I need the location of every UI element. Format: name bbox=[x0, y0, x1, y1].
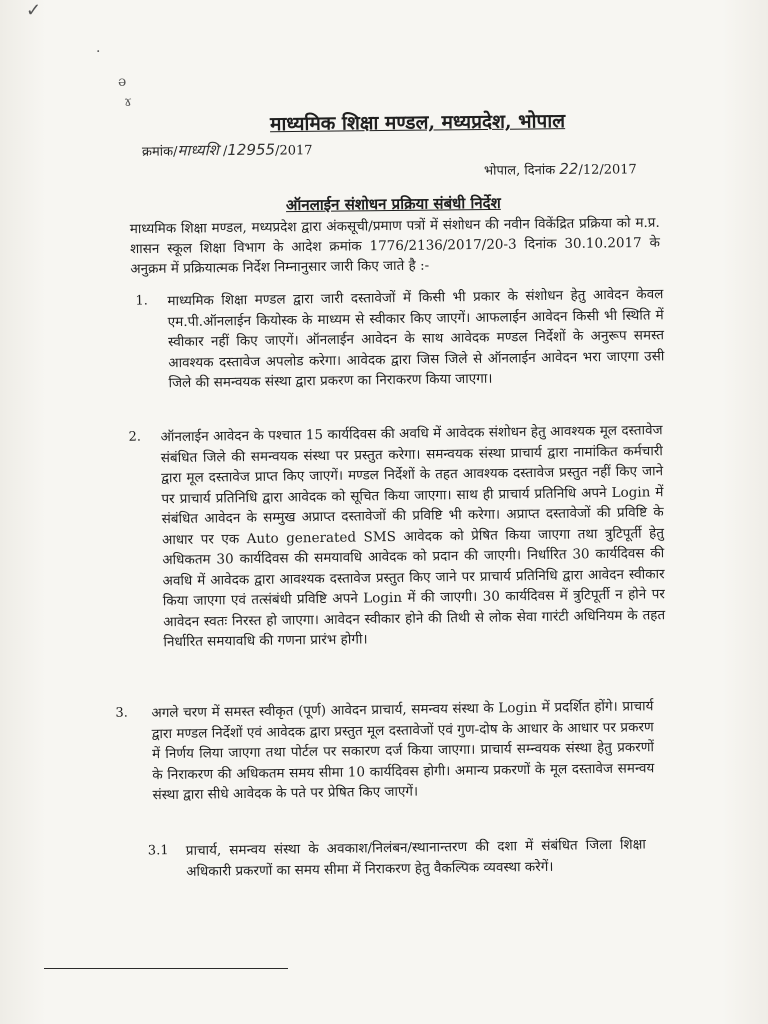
item-number: 2. bbox=[128, 429, 142, 445]
list-item bbox=[124, 420, 665, 653]
margin-scribble: · bbox=[96, 44, 101, 60]
document-date bbox=[484, 159, 637, 178]
reference-prefix: क्रमांक/ bbox=[141, 144, 178, 160]
staple-mark: ✓ bbox=[26, 0, 42, 21]
list-item bbox=[146, 835, 647, 883]
reference-year: /2017 bbox=[274, 143, 313, 159]
date-prefix: भोपाल, दिनांक bbox=[483, 163, 556, 179]
margin-scribble: ɤ bbox=[124, 94, 132, 110]
reference-handwritten-code: माध्यशि bbox=[177, 141, 219, 160]
margin-scribble: ə bbox=[118, 74, 127, 90]
item-number: 1. bbox=[135, 293, 148, 309]
document-heading: माध्यमिक शिक्षा मण्डल, मध्यप्रदेश, भोपाल bbox=[269, 110, 566, 136]
item-text: ऑनलाईन आवेदन के पश्चात 15 कार्यदिवस की अवधि में आवेदक संशोधन हेतु आवश्यक मूल दस्तावेज संबंधित जिले की समन्वयक संस्था पर प्रस्तुत करेगा। समन्वयक संस्था प्राचार्य द्वारा नामांकित कर्मचारी द्वारा मूल दस्तावेज प्राप्त किए जाएगें। मण्डल निर्देशों के तहत आवश्यक दस्तावेज प्रस्तुत नहीं किए जाने पर प्राचार्य प्रतिनिधि द्वारा आवेदक को सूचित किया जाएगा। साथ ही प्राचार्य प्रतिनिधि अपने Login में संबंधित आवेदन के सम्मुख अप्राप्त दस्तावेजों की प्रविष्टि भी करेगा। अप्राप्त दस्तावेजों की प्रविष्टि के आधार पर एक Auto generated SMS आवेदक को प्रेषित किया जाएगा तथा त्रुटिपूर्ती हेतु अधिकतम 30 कार्यदिवस की समयावधि आवेदक को प्रदान की जाएगी। निर्धारित 30 कार्यदिवस की अवधि में आवेदक द्वारा आवश्यक दस्तावेज प्रस्तुत किए जाने पर प्राचार्य प्रतिनिधि द्वारा आवेदन स्वीकार किया जाएगा एवं तत्संबंधी प्रविष्टि अपने Login में की जाएगी। 30 कार्यदिवस में त्रुटिपूर्ती न होने पर आवेदन स्वतः निरस्त हो जाएगा। आवेदन स्वीकार होने की तिथी से लोक सेवा गारंटी अधिनियम के तहत निर्धारित समयावधि की गणना प्रारंभ होगी। bbox=[160, 422, 666, 651]
subject-line: ऑनलाईन संशोधन प्रक्रिया संबंधी निर्देश bbox=[285, 193, 501, 215]
intro-paragraph: माध्यमिक शिक्षा मण्डल, मध्यप्रदेश द्वारा अंकसूची/प्रमाण पत्रों में संशोधन की नवीन विकेंद्रित प्रक्रिया को म.प्र. शासन स्कूल शिक्षा विभाग के आदेश क्रमांक 1776/2136/2017/20-3 दिनांक 30.10.2017 के अनुक्रम में प्रक्रियात्मक निर्देश निम्नानुसार जारी किए जाते है :- bbox=[129, 214, 661, 278]
item-text: प्राचार्य, समन्वय संस्था के अवकाश/निलंबन/स्थानान्तरण की दशा में संबंधित जिला शिक्षा अधिकारी प्रकरणों का समय सीमा में निराकरण हेतु वैकल्पिक व्यवस्था करेगें। bbox=[185, 836, 646, 880]
item-number: 3.1 bbox=[147, 843, 169, 859]
reference-handwritten-number: 12955 bbox=[227, 140, 276, 159]
item-number: 3. bbox=[115, 705, 128, 721]
list-item bbox=[131, 284, 664, 394]
reference-slash: / bbox=[222, 143, 228, 160]
footer-rule bbox=[44, 968, 288, 969]
reference-number bbox=[142, 139, 313, 160]
item-text: अगले चरण में समस्त स्वीकृत (पूर्ण) आवेदन प्राचार्य, समन्वय संस्था के Login में प्रदर्शित होंगे। प्राचार्य द्वारा मण्डल निर्देशों एवं आवेदक द्वारा प्रस्तुत मूल दस्तावेजों एवं गुण-दोष के आधार के आधार पर प्रकरण में निर्णय लिया जाएगा तथा पोर्टल पर सकारण दर्ज किया जाएगा। प्राचार्य सम्न्वयक संस्था हेतु प्रकरणों के निराकरण की अधिकतम समय सीमा 10 कार्यदिवस होगी। अमान्य प्रकरणों के मूल दस्तावेज समन्वय संस्था द्वारा सीधे आवेदक के पते पर प्रेषित किए जाएगें। bbox=[151, 698, 655, 804]
item-text: माध्यमिक शिक्षा मण्डल द्वारा जारी दस्तावेजों में किसी भी प्रकार के संशोधन हेतु आवेदन केवल एम.पी.ऑनलाईन कियोस्क के माध्यम से स्वीकार किए जाएगें। आफलाईन आवेदन किसी भी स्थिति में स्वीकार नहीं किए जाएगें। ऑनलाईन आवेदन के साथ आवेदक मण्डल निर्देशों के अनुरूप समस्त आवश्यक दस्तावेज अपलोड करेगा। आवेदक द्वारा जिस जिले से ऑनलाईन आवेदन भरा जाएगा उसी जिले की समन्वयक संस्था द्वारा प्रकरण का निराकरण किया जाएगा। bbox=[167, 286, 665, 392]
date-handwritten-day: 22 bbox=[559, 159, 579, 179]
list-item bbox=[113, 696, 654, 806]
date-rest: /12/2017 bbox=[578, 162, 637, 178]
